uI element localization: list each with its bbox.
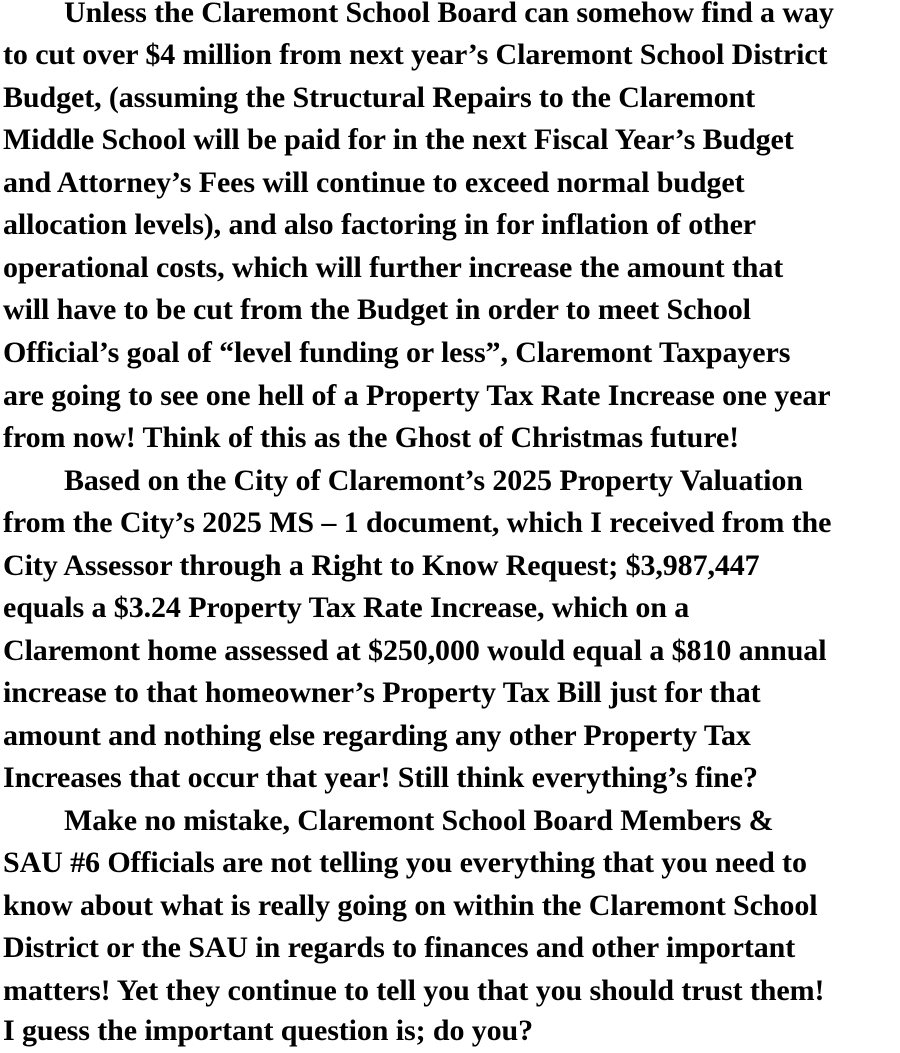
paragraph-2-line-2: from the City’s 2025 MS – 1 document, which I received from the bbox=[3, 506, 832, 539]
paragraph-1-line-9: Official’s goal of “level funding or less”, Claremont Taxpayers bbox=[3, 336, 791, 369]
paragraph-1-line-5: and Attorney’s Fees will continue to exceed normal budget bbox=[3, 166, 745, 199]
paragraph-3-line-5: matters! Yet they continue to tell you that you should trust them! bbox=[3, 974, 825, 1007]
paragraph-2-line-6: increase to that homeowner’s Property Tax Bill just for that bbox=[3, 676, 761, 709]
paragraph-3-line-1: Make no mistake, Claremont School Board Members & bbox=[64, 804, 774, 837]
paragraph-1-line-8: will have to be cut from the Budget in order to meet School bbox=[3, 293, 751, 326]
paragraph-1-line-11: from now! Think of this as the Ghost of Christmas future! bbox=[3, 421, 740, 454]
paragraph-1-line-3: Budget, (assuming the Structural Repairs to the Claremont bbox=[3, 81, 756, 114]
paragraph-1-line-7: operational costs, which will further increase the amount that bbox=[3, 251, 784, 284]
paragraph-1-line-10: are going to see one hell of a Property Tax Rate Increase one year bbox=[3, 379, 831, 412]
paragraph-2-line-8: Increases that occur that year! Still think everything’s fine? bbox=[3, 761, 758, 794]
paragraph-2-line-5: Claremont home assessed at $250,000 would equal a $810 annual bbox=[3, 634, 827, 667]
paragraph-2-line-4: equals a $3.24 Property Tax Rate Increase, which on a bbox=[3, 591, 690, 624]
paragraph-2-line-7: amount and nothing else regarding any other Property Tax bbox=[3, 719, 751, 752]
paragraph-3-line-2: SAU #6 Officials are not telling you everything that you need to bbox=[3, 846, 807, 879]
paragraph-3-line-6: I guess the important question is; do you? bbox=[3, 1014, 534, 1047]
paragraph-3-line-4: District or the SAU in regards to finances and other important bbox=[3, 931, 796, 964]
paragraph-2-line-1: Based on the City of Claremont’s 2025 Property Valuation bbox=[64, 464, 803, 497]
paragraph-1-line-4: Middle School will be paid for in the next Fiscal Year’s Budget bbox=[3, 123, 794, 156]
paragraph-1-line-1: Unless the Claremont School Board can somehow find a way bbox=[64, 0, 834, 29]
paragraph-3-line-3: know about what is really going on within the Claremont School bbox=[3, 889, 818, 922]
paragraph-2-line-3: City Assessor through a Right to Know Request; $3,987,447 bbox=[3, 549, 760, 582]
paragraph-1-line-6: allocation levels), and also factoring in for inflation of other bbox=[3, 208, 757, 241]
paragraph-1-line-2: to cut over $4 million from next year’s Claremont School District bbox=[3, 38, 828, 71]
